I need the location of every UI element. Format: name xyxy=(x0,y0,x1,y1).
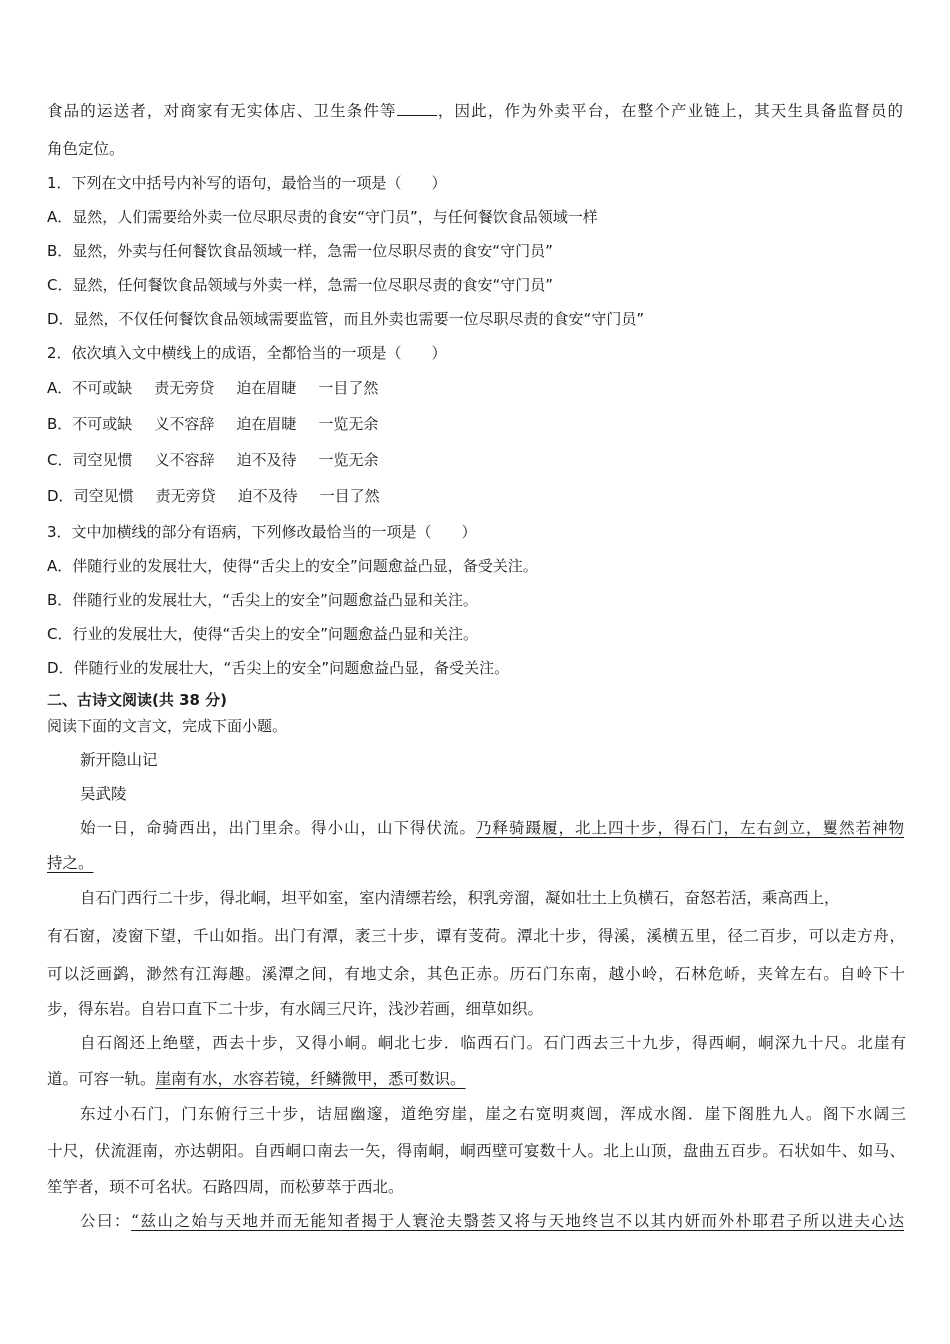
idiom: 一目了然 xyxy=(318,379,379,397)
passage-p2-line-2: 有石窗，凌窗下望，千山如指。出门有潭，袤三十步，谭有芰荷。潭北十步，得溪，溪横五里，径二百步，可以走方舟， xyxy=(47,927,905,945)
question-2-option-b xyxy=(47,414,378,434)
section-instruction: 阅读下面的文言文，完成下面小题。 xyxy=(47,717,288,735)
idiom: 义不容辞 xyxy=(154,451,215,469)
question-3-stem: 3．文中加横线的部分有语病，下列修改最恰当的一项是（ ） xyxy=(47,523,477,541)
passage-text: 始一日，命骑西出，出门里余。得小山，山下得伏流。 xyxy=(80,819,476,837)
idiom: 一览无余 xyxy=(318,451,379,469)
idiom: 不可或缺 xyxy=(72,415,133,433)
passage-p2-line-1: 自石门西行二十步，得北峒，坦平如室，室内清缥若绘，积乳旁溜，凝如壮土上负横石，奋怒若活，乘高西上， xyxy=(80,889,840,907)
option-label: D． xyxy=(47,487,74,505)
question-2-option-d xyxy=(47,486,380,506)
question-3-option-c: C．行业的发展壮大，使得“舌尖上的安全”问题愈益凸显和关注。 xyxy=(47,625,479,643)
idiom: 迫在眉睫 xyxy=(236,379,297,397)
underlined-sentence: “兹山之始与天地并而无能知者揭于人寰沧夫翳荟又将与天地终岂不以其内妍而外朴耶君子所以进夫心达 xyxy=(131,1212,904,1230)
section-heading: 二、古诗文阅读(共 38 分) xyxy=(47,691,228,709)
passage-p4-line-3: 笙竽者，顼不可名状。石路四周，而松萝萃于西北。 xyxy=(47,1178,404,1196)
question-1-option-a: A．显然，人们需要给外卖一位尽职尽责的食安“守门员”，与任何餐饮食品领域一样 xyxy=(47,208,598,226)
idiom: 迫在眉睫 xyxy=(236,415,297,433)
passage-author: 吴武陵 xyxy=(80,785,127,803)
passage-p3-line-1: 自石阁还上绝壁，西去十步，又得小峒。峒北七步．临西石门。石门西去三十九步，得西峒，峒深九十尺。北崖有 xyxy=(80,1034,906,1052)
idiom: 义不容辞 xyxy=(154,415,215,433)
option-label: B． xyxy=(47,415,73,433)
idiom: 司空见惯 xyxy=(73,487,134,505)
passage-text: 道。可容一轨。 xyxy=(47,1070,156,1088)
underlined-sentence: 乃释骑蹑履，北上四十步，得石门，左右剑立，矍然若神物 xyxy=(476,819,904,837)
intro-text: 食品的运送者，对商家有无实体店、卫生条件等 xyxy=(47,102,397,120)
idiom: 一目了然 xyxy=(319,487,380,505)
idiom: 迫不及待 xyxy=(236,451,297,469)
passage-title: 新开隐山记 xyxy=(80,751,158,769)
question-3-option-a: A．伴随行业的发展壮大，使得“舌尖上的安全”问题愈益凸显，备受关注。 xyxy=(47,557,538,575)
question-2-option-c xyxy=(47,450,379,470)
question-2-stem: 2．依次填入文中横线上的成语，全都恰当的一项是（ ） xyxy=(47,344,447,362)
passage-p1-line-2 xyxy=(47,853,94,873)
question-1-option-b: B．显然，外卖与任何餐饮食品领域一样，急需一位尽职尽责的食安“守门员” xyxy=(47,242,553,260)
intro-line-2: 角色定位。 xyxy=(47,140,125,158)
fill-blank xyxy=(397,101,437,116)
underlined-sentence: 持之。 xyxy=(47,854,94,872)
intro-line-1 xyxy=(47,101,903,121)
idiom: 责无旁贷 xyxy=(154,379,215,397)
passage-p4-line-1: 东过小石门，门东俯行三十步，诘屈幽邃，道绝穷崖，崖之右宽明爽闿，浑成水阁．崖下阁胜九人。阁下水阔三 xyxy=(80,1105,906,1123)
option-label: C． xyxy=(47,451,73,469)
passage-text: 公曰： xyxy=(80,1212,132,1230)
passage-p5-line-1 xyxy=(80,1211,904,1231)
question-1-stem: 1．下列在文中括号内补写的语句，最恰当的一项是（ ） xyxy=(47,174,447,192)
underlined-sentence: 崖南有水，水容若镜，纤鳞微甲，悉可数识。 xyxy=(155,1070,466,1088)
question-2-option-a xyxy=(47,378,378,398)
question-1-option-c: C．显然，任何餐饮食品领域与外卖一样，急需一位尽职尽责的食安“守门员” xyxy=(47,276,554,294)
idiom: 不可或缺 xyxy=(72,379,133,397)
question-1-option-d: D．显然，不仅任何餐饮食品领域需要监管，而且外卖也需要一位尽职尽责的食安“守门员” xyxy=(47,310,645,328)
passage-p2-line-4: 步，得东岩。自岩口直下二十步，有水阔三尺许，浅沙若画，细草如织。 xyxy=(47,1000,544,1018)
passage-p4-line-2: 十尺，伏流涯南，亦达朝阳。自西峒口南去一矢，得南峒，峒西壁可宴数十人。北上山顶，盘曲五百步。石状如牛、如马、 xyxy=(47,1142,905,1160)
idiom: 司空见惯 xyxy=(72,451,133,469)
option-label: A． xyxy=(47,379,73,397)
passage-p1-line-1 xyxy=(80,818,904,838)
question-3-option-d: D．伴随行业的发展壮大，“舌尖上的安全”问题愈益凸显，备受关注。 xyxy=(47,659,510,677)
idiom: 一览无余 xyxy=(318,415,379,433)
passage-p3-line-2 xyxy=(47,1069,466,1089)
idiom: 迫不及待 xyxy=(237,487,298,505)
intro-text: ，因此，作为外卖平台，在整个产业链上，其天生具备监督员的 xyxy=(436,102,903,120)
question-3-option-b: B．伴随行业的发展壮大，“舌尖上的安全”问题愈益凸显和关注。 xyxy=(47,591,478,609)
idiom: 责无旁贷 xyxy=(155,487,216,505)
passage-p2-line-3: 可以泛画鹢，渺然有江海趣。溪潭之间，有地丈余，其色正赤。历石门东南，越小岭，石林危峤，夹耸左右。自岭下十 xyxy=(47,965,905,983)
